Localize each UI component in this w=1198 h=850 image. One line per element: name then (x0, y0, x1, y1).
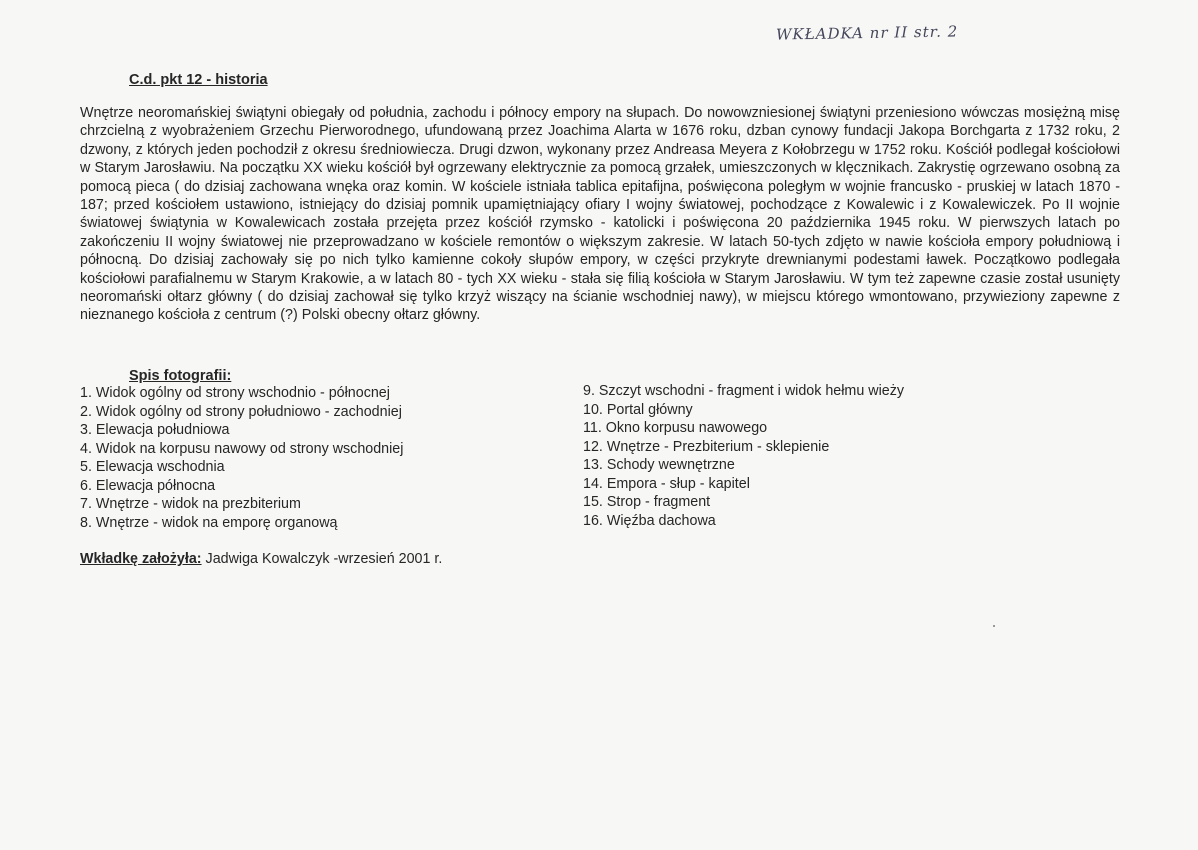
photo-list-item: 6. Elewacja północna (80, 477, 216, 494)
photo-list-item: 3. Elewacja południowa (80, 422, 230, 438)
photo-list-item: 10. Portal główny (583, 401, 693, 418)
scan-speck (993, 625, 995, 627)
photo-list-item: 5. Elewacja wschodnia (80, 459, 225, 475)
photo-list-item: 14. Empora - słup - kapitel (583, 475, 750, 492)
photo-list-item: 15. Strop - fragment (583, 494, 711, 510)
photo-list-item: 12. Wnętrze - Prezbiterium - sklepienie (583, 438, 830, 455)
photo-list-title: Spis fotografii: (129, 368, 232, 384)
photo-list-item: 9. Szczyt wschodni - fragment i widok hełmu wieży (583, 383, 905, 399)
photo-list-item: 11. Okno korpusu nawowego (583, 420, 768, 436)
photo-list-item: 1. Widok ogólny od strony wschodnio - północnej (80, 385, 390, 401)
photo-list-item: 16. Więźba dachowa (583, 512, 716, 529)
author-label: Wkładkę założyła: (80, 551, 202, 567)
photo-list-right (583, 382, 904, 530)
photo-list-item: 7. Wnętrze - widok na prezbiterium (80, 496, 301, 512)
author-line (80, 551, 442, 567)
author-value: Jadwiga Kowalczyk -wrzesień 2001 r. (201, 551, 443, 567)
photo-list-left (80, 384, 403, 532)
photo-list-item: 13. Schody wewnętrzne (583, 457, 735, 473)
photo-list-item: 8. Wnętrze - widok na emporę organową (80, 514, 338, 531)
history-paragraph: Wnętrze neoromańskiej świątyni obiegały od południa, zachodu i północy empory na słupach. Do nowowzniesionej świątyni przeniesiono wówczas mosiężną misę chrzcielną z wyobrażeniem Grzechu Pierworodnego, ufundowaną przez Joachima Alarta w 1676 roku, dzban cynowy fundacji Jakopa Borchgarta z 1732 roku, 2 dzwony, z których jeden pochodził z okresu średniowiecza. Drugi dzwon, wykonany przez Andreasa Meyera z Kołobrzegu w 1752 roku. Kościół podlegał kościołowi w Starym Jarosławiu. Na początku XX wieku kościół był ogrzewany elektrycznie za pomocą grzałek, umieszczonych w klęcznikach. Zakrystię ogrzewano osobną za pomocą pieca ( do dzisiaj zachowana wnęka oraz komin. W kościele istniała tablica epitafijna, poświęcona poległym w wojnie francusko - pruskiej w latach 1870 - 187; przed kościołem ustawiono, istniejący do dzisiaj pomnik upamiętniający ofiary I wojny światowej, pochodzące z Kowalewic i z Kowalewiczek. Po II wojnie światowej świątynia w Kowalewicach została przejęta przez kościół rzymsko - katolicki i poświęcona 20 października 1945 roku. W pierwszych latach po zakończeniu II wojny światowej nie przeprowadzano w kościele remontów o większym zakresie. W latach 50-tych zdjęto w nawie kościoła empory południową i północną. Do dzisiaj zachowały się po nich tylko kamienne cokoły słupów empory, w części przykryte drewnianymi podestami ławek. Początkowo podlegała kościołowi parafialnemu w Starym Krakowie, a w latach 80 - tych XX wieku - stała się filią kościoła w Starym Jarosławiu. W tym też zapewne czasie został usunięty neoromański ołtarz główny ( do dzisiaj zachował się tylko krzyż wiszący na ścianie wschodniej nawy), w miejscu którego wmontowano, przywieziony zapewne z nieznanego kościoła z centrum (?) Polski obecny ołtarz główny. (80, 105, 1120, 324)
handwritten-page-note: WKŁADKA nr II str. 2 (775, 22, 959, 44)
photo-list-item: 4. Widok na korpusu nawowy od strony wschodniej (80, 440, 404, 457)
photo-list-item: 2. Widok ogólny od strony południowo - zachodniej (80, 403, 402, 420)
section-heading: C.d. pkt 12 - historia (129, 72, 268, 88)
